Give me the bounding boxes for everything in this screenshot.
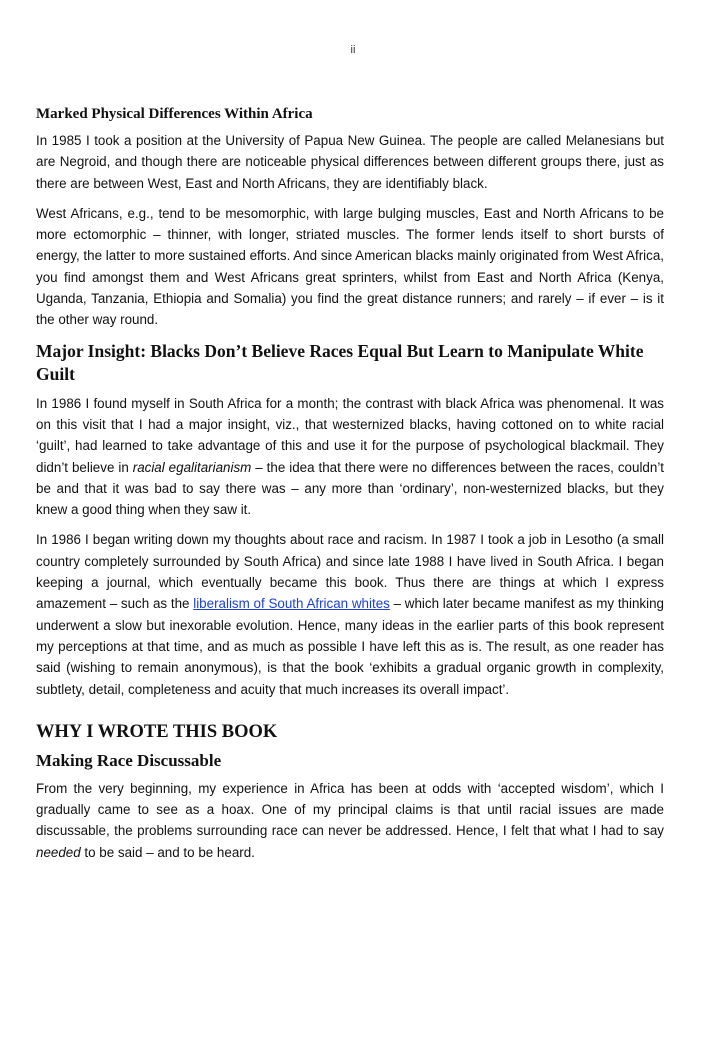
page-number: ii (350, 44, 356, 56)
paragraph-writing-thoughts (36, 529, 664, 699)
heading-why-i-wrote: WHY I WROTE THIS BOOK (36, 721, 278, 742)
page-content (36, 104, 664, 872)
heading-making-race-discussable: Making Race Discussable (36, 750, 222, 770)
heading-major-insight: Major Insight: Blacks Don’t Believe Races Equal But Learn to Manipulate White Guilt (36, 340, 644, 384)
text-run: In 1986 I found myself in South Africa for a month; the contrast with black Africa was phenomenal. It was on this visit that I had a major insight, viz., that westernized blacks, having cottoned on to white racial ‘guilt’, had learned to take advantage of this and use it for the purpose of psychological blackmail. They didn’t believe in (36, 395, 664, 475)
liberalism-link[interactable]: liberalism of South African whites (193, 596, 390, 612)
paragraph-accepted-wisdom (36, 778, 664, 863)
text-run: – which later became manifest as my thinking underwent a slow but inexorable evolution. Hence, many ideas in the earlier parts of this book represent my perceptions at that time, and as much as possible I have left this as is. The result, as one reader has said (wishing to remain anonymous), is that the book ‘exhibits a gradual organic growth in complexity, subtlety, detail, completeness and acuity that much increases its overall impact’. (36, 596, 664, 697)
italic-racial-egalitarianism: racial egalitarianism (132, 459, 252, 475)
text-run: to be said – and to be heard. (80, 844, 255, 860)
paragraph-west-africans: West Africans, e.g., tend to be mesomorphic, with large bulging muscles, East and North Africans to be more ectomorphic – thinner, with longer, striated muscles. The former lends itself to short bursts of energy, the latter to more sustained efforts. And since American blacks mainly originated from West Africa, you find amongst them and West Africans great sprinters, whilst from East and North Africa (Kenya, Uganda, Tanzania, Ethiopia and Somalia) you find the great distance runners; and rarely – if ever – is it the other way round. (36, 205, 664, 328)
text-run: In 1986 I began writing down my thoughts about race and racism. In 1987 I took a job in Lesotho (a small country completely surrounded by South Africa) and since late 1988 I have lived in South Africa. I began keeping a journal, which eventually became this book. Thus there are things at which I express amazement – such as the (36, 532, 664, 612)
heading-physical-differences: Marked Physical Differences Within Africa (36, 106, 313, 122)
text-run: – the idea that there were no differences between the races, couldn’t be and that it was bad to say there was – any more than ‘ordinary’, non-westernized blacks, but they knew a good thing when they saw it. (36, 459, 665, 518)
paragraph-south-africa-visit (36, 393, 664, 521)
paragraph-papua: In 1985 I took a position at the University of Papua New Guinea. The people are called Melanesians but are Negroid, and though there are noticeable physical differences between different groups there, just as there are between West, East and North Africans, they are identifiably black. (36, 133, 664, 191)
italic-needed: needed (36, 844, 81, 860)
text-run: From the very beginning, my experience in Africa has been at odds with ‘accepted wisdom’, which I gradually came to see as a hoax. One of my principal claims is that until racial issues are made discussable, the problems surrounding race can never be addressed. Hence, I felt that what I had to say (36, 780, 664, 839)
